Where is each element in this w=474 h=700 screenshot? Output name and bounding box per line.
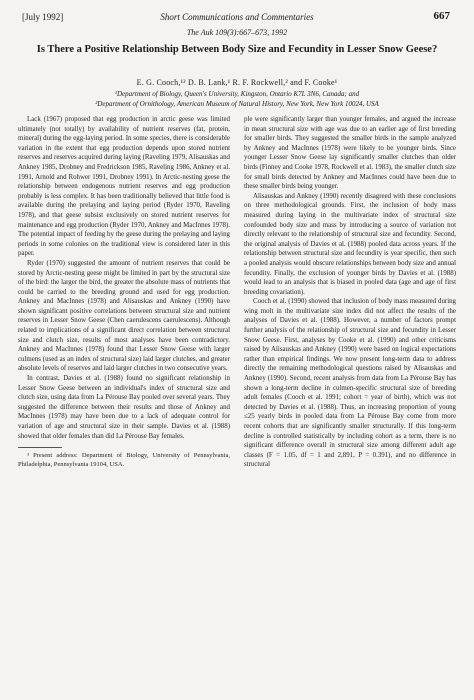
right-column xyxy=(244,115,456,470)
citation-line: The Auk 109(3):667–673, 1992 xyxy=(186,28,288,37)
article-title: Is There a Positive Relationship Between Body Size and Fecundity in Lesser Snow Geese? xyxy=(36,44,438,55)
body-paragraph: In contrast, Davies et al. (1988) found no significant relationship in Lesser Snow Geese between an individual's index of structural size and clutch size, using data from La Pérouse Bay pooled over several years. They suggested the difference between their results and those of Ankney and MacInnes (1978) may have been due to a lack of adequate control for variation of age and structural size in their sample. Davies et al. (1988) showed that older females than did La Pérouse Bay females. xyxy=(18,375,230,440)
running-head-section: Short Communications and Commentaries xyxy=(160,12,314,22)
body-paragraph: Alisauskas and Ankney (1990) recently disagreed with these conclusions on three methodological grounds. First, the inclusion of body mass measured during laying in the multivariate index of structural size confounded body size and mass by introducing a source of variation not directly relevant to the relationship of structural size and fecundity. Second, the original analysis of Davies et al. (1988) pooled data across years. If the relationship between structural size and fecundity is year specific, then such a pooled analysis would obscure relationships between body size and annual fecundity. Finally, the exclusion of younger birds by Davies et al. (1988) would lead to an analysis that is biased in pooled data (age and age of first breeding covariation). xyxy=(244,192,456,296)
body-paragraph: Ryder (1970) suggested the amount of nutrient reserves that could be stored by Arctic-nesting geese might be limited in part by the structural size of the bird: the larger the bird, the greater the absolute mass of nutrients that could be carried to the breeding ground and used for egg production. Ankney and MacInnes (1978) and Alisauskas and Ankney (1990) have shown significant positive correlations between structural size and nutrient reserves in Lesser Snow Geese (Chen caerulescens caerulescens). Although related to implications of a significant direct correlation between structural size and clutch size, results of most analyses have been contradictory. Ankney and MacInnes (1978) found that Lesser Snow Geese with larger culmens (used as an index of structural size) laid larger clutches, and greater absolute levels of reserves and laid larger clutches in two consecutive years. xyxy=(18,259,230,373)
footnote-divider xyxy=(18,447,62,448)
body-paragraph: ple were significantly larger than younger females, and argued the increase in mean structural size with age was due to an earlier age of first breeding for smaller birds. They suggested the smaller birds in the sample analyzed by Ankney and MacInnes (1978) were likely to be younger birds. Since younger Lesser Snow Geese lay significantly smaller clutches than older birds (Finney and Cooke 1978, Rockwell et al. 1983), the smaller clutch size for small birds detected by Ankney and MacInnes could have been due to these smaller birds being younger. xyxy=(244,116,456,191)
footnote: ³ Present address: Department of Biology, University of Pennsylvania, Philadelphia, Pennsylvania 19104, USA. xyxy=(18,452,230,469)
author-list: E. G. Cooch,¹² D. B. Lank,¹ R. F. Rockwell,² and F. Cooke¹ xyxy=(136,78,338,87)
running-head xyxy=(20,12,454,24)
body-paragraph: Cooch et al. (1990) showed that inclusion of body mass measured during wing molt in the multivariate size index did not affect the results of the analyses of Davies et al. (1988). However, a number of factors prompt further analysis of the relationship of structural size and fecundity in Lesser Snow Geese. First, analyses by Cooke et al. (1990) and other criticisms raised by Alisauskas and Ankney (1990) were based on logical expectations rather than empirical findings. We now present long-term data to address directly the remaining methodological questions raised by Alisauskas and Ankney (1990). Second, recent analysis from data from La Pérouse Bay has shown a long-term decline in culmen-specific structural size of breeding adult females (Cooch et al. 1991; cohort = year of birth), which was not detected by Davies et al. (1988). Thus, an increasing proportion of young ≤25 yearly birds in pooled data from La Pérouse Bay come from more recent cohorts that are significantly smaller structurally. If this long-term decline is controlled statistically by including cohort as a term, there is no significant difference overall in structural size among different adult age classes (F = 1.05, df = 1 and 2,891, P = 0.391), and no difference in structural xyxy=(244,298,456,469)
body-paragraph: Lack (1967) proposed that egg production in arctic geese was limited ultimately (not totally) by availability of nutrient reserves (fat, protein, mineral) during the egg-laying period. In some species, there is considerable variation in the extent that egg production depends upon stored nutrient reserves and reserves acquired during laying (Raveling 1979, Alisauskas and Ankney 1985, Drobney and Fredrickson 1985, Raveling 1986, Ankney et al. 1991, Arnold and Rohwer 1991, Drobney 1991). In Arctic-nesting geese the relationship between endogenous nutrient reserves and egg production probably is less complex. It has been traditionally believed that little food is available during the prelaying and laying period (Ryder 1970, Raveling 1978), and that geese subsist exclusively on stored nutrient reserves for maintenance and egg production (Ryder 1970, Ankney and MacInnes 1978). The potential impact of feeding by the geese during the prelaying and laying periods in some colonies on the traditional view is considered later in this paper. xyxy=(18,116,230,258)
left-column xyxy=(18,115,230,469)
running-head-date: [July 1992] xyxy=(22,12,64,22)
page-number: 667 xyxy=(433,10,450,22)
affiliation-2: ²Department of Ornithology, American Museum of Natural History, New York, New York 10024, USA xyxy=(95,100,379,108)
affiliation-1: ¹Department of Biology, Queen's University, Kingston, Ontario K7L 3N6, Canada; and xyxy=(114,90,360,98)
